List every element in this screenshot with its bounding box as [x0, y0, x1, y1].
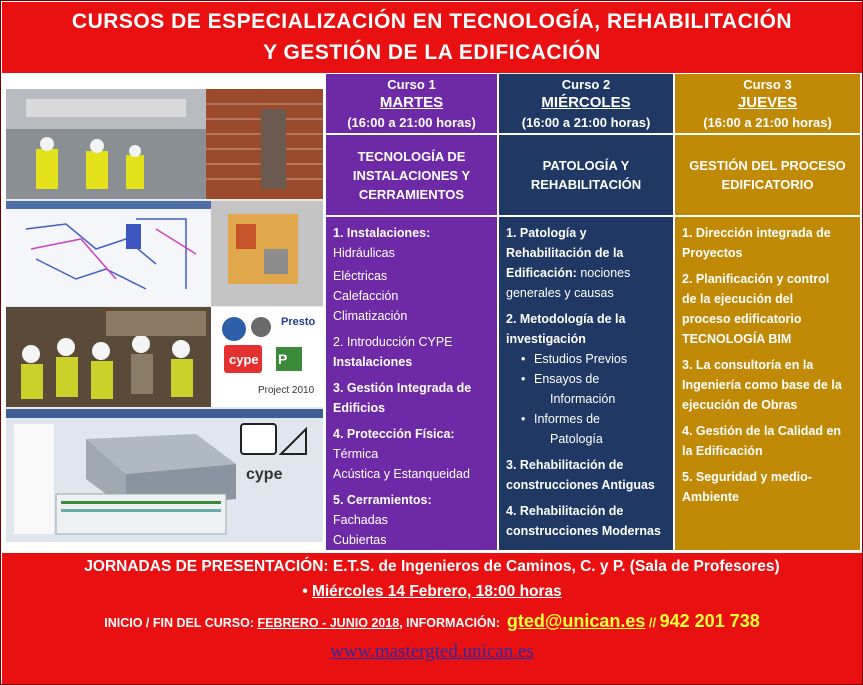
course-3-title-line: GESTIÓN DEL PROCESO — [689, 158, 846, 173]
presentation-line — [2, 553, 862, 581]
course-2-column — [499, 74, 675, 550]
course-1-number: Curso 1 — [387, 77, 436, 92]
course-3-item: proceso edificatorio — [682, 312, 802, 326]
course-3-item: 3. La consultoría en la — [682, 358, 814, 372]
course-2-item: 1. Patología y — [506, 226, 587, 240]
course-3-title — [675, 135, 860, 217]
course-2-item: 3. Rehabilitación de — [506, 458, 624, 472]
contact-email-link[interactable]: gted@unican.es — [506, 611, 646, 631]
course-1-item: 1. Instalaciones: — [333, 226, 431, 240]
course-2-item: investigación — [506, 332, 586, 346]
course-2-bullet-cont: Patología — [550, 432, 603, 446]
course-3-title-line: EDIFICATORIO — [721, 177, 814, 192]
presentation-date-line — [2, 581, 862, 603]
presto-logo: Presto — [281, 316, 316, 328]
course-3-item: Ambiente — [682, 490, 739, 504]
course-3-content — [675, 217, 860, 550]
course-1-hours: (16:00 a 21:00 horas) — [347, 115, 476, 130]
contact-phone: 942 201 738 — [659, 611, 760, 631]
course-3-header — [675, 74, 860, 135]
course-3-item: 1. Dirección integrada de — [682, 226, 831, 240]
course-2-item: construcciones Antiguas — [506, 478, 655, 492]
course-3-column — [675, 74, 860, 550]
course-2-title-line: REHABILITACIÓN — [530, 177, 642, 192]
header-title-line2: Y GESTIÓN DE LA EDIFICACIÓN — [263, 41, 601, 64]
course-1-item: 2. Introducción CYPE — [333, 335, 453, 349]
course-1-title — [326, 135, 497, 217]
course-1-column — [326, 74, 499, 550]
course-3-item: Ingeniería como base de la — [682, 378, 842, 392]
course-3-item: 5. Seguridad y medio- — [682, 470, 812, 484]
course-1-subitem: Hidráulicas — [333, 246, 395, 260]
course-2-hours: (16:00 a 21:00 horas) — [521, 115, 651, 130]
course-2-header — [499, 74, 673, 135]
course-3-number: Curso 3 — [743, 77, 792, 92]
course-1-title-line: TECNOLOGÍA DE — [357, 148, 466, 164]
course-2-item: generales y causas — [506, 286, 614, 300]
header-title-line1: CURSOS DE ESPECIALIZACIÓN EN TECNOLOGÍA, REHABILITACIÓN — [71, 10, 793, 33]
separator: // — [648, 615, 657, 630]
course-1-item: Edificios — [333, 401, 386, 415]
course-period: FEBRERO - JUNIO 2018 — [257, 616, 400, 630]
course-3-item: TECNOLOGÍA BIM — [682, 332, 792, 346]
course-1-header — [326, 74, 497, 135]
bim-logo-icon — [222, 317, 246, 341]
course-3-hours: (16:00 a 21:00 horas) — [703, 115, 832, 130]
course-1-title-line: INSTALACIONES Y — [352, 167, 471, 183]
cype-logo-text: cype — [229, 352, 259, 367]
course-2-bullet: • Informes de — [506, 409, 667, 429]
course-period-label: INICIO / FIN DEL CURSO: — [104, 616, 255, 630]
bullet: • — [302, 583, 308, 600]
flyer-footer — [2, 553, 862, 684]
collage-graphic — [6, 89, 323, 542]
course-1-title-line: CERRAMIENTOS — [358, 186, 465, 202]
course-1-subitem: Climatización — [333, 309, 408, 323]
course-2-day: MIÉRCOLES — [541, 94, 631, 111]
bim-software-photo — [6, 201, 211, 306]
course-1-subitem: Acústica y Estanqueidad — [333, 467, 470, 481]
website-link[interactable]: www.mastergted.unican.es — [330, 641, 534, 662]
course-1-subitem: Fachadas — [333, 513, 388, 527]
course-1-subitem: Calefacción — [333, 289, 399, 303]
presentation-place: E.T.S. de Ingenieros de Caminos, C. y P. (Sala de Profesores) — [332, 558, 780, 575]
course-2-number: Curso 2 — [561, 77, 611, 92]
course-3-day: JUEVES — [737, 94, 798, 111]
svg-text:P: P — [278, 351, 288, 367]
course-1-subitem: Cubiertas — [333, 533, 387, 547]
course-2-bullet: • Ensayos de — [506, 369, 667, 389]
course-2-title-line: PATOLOGÍA Y — [542, 158, 630, 173]
course-2-item: Edificación: nociones — [506, 266, 631, 280]
course-3-item: 4. Gestión de la Calidad en — [682, 424, 842, 438]
course-info-line — [2, 603, 862, 641]
course-2-item: 4. Rehabilitación de — [506, 504, 624, 518]
course-1-item: 4. Protección Física: — [333, 427, 455, 441]
cype-logo-bottom: cype — [246, 466, 283, 483]
photo-collage — [6, 89, 323, 542]
course-2-bullet: • Estudios Previos — [506, 349, 667, 369]
course-2-title — [499, 135, 673, 217]
presentation-date: Miércoles 14 Febrero, 18:00 horas — [311, 583, 562, 600]
calculator-icon — [241, 424, 276, 454]
course-2-content — [499, 217, 673, 550]
course-1-subitem: Térmica — [333, 447, 379, 461]
course-2-item: construcciones Modernas — [506, 524, 661, 538]
course-3-item: la Edificación — [682, 444, 763, 458]
course-2-item: Rehabilitación de la — [506, 246, 624, 260]
course-3-item: 2. Planificación y control — [682, 272, 830, 286]
course-1-item: Instalaciones — [333, 355, 413, 369]
course-1-item: 3. Gestión Integrada de — [333, 381, 472, 395]
course-2-item: 2. Metodología de la — [506, 312, 626, 326]
course-3-item: de la ejecución del — [682, 292, 794, 306]
course-2-bullet-cont: Información — [550, 392, 616, 406]
flyer-header — [2, 2, 862, 73]
course-1-day: MARTES — [379, 94, 444, 111]
info-label: , INFORMACIÓN: — [399, 616, 500, 630]
course-3-item: Proyectos — [682, 246, 743, 260]
course-1-content — [326, 217, 497, 550]
course-1-item: 5. Cerramientos: — [333, 493, 432, 507]
course-3-item: ejecución de Obras — [682, 398, 798, 412]
course-1-subitem: Eléctricas — [333, 269, 388, 283]
presentation-label: JORNADAS DE PRESENTACIÓN: — [84, 558, 329, 575]
project-logo-text: Project 2010 — [258, 385, 315, 396]
